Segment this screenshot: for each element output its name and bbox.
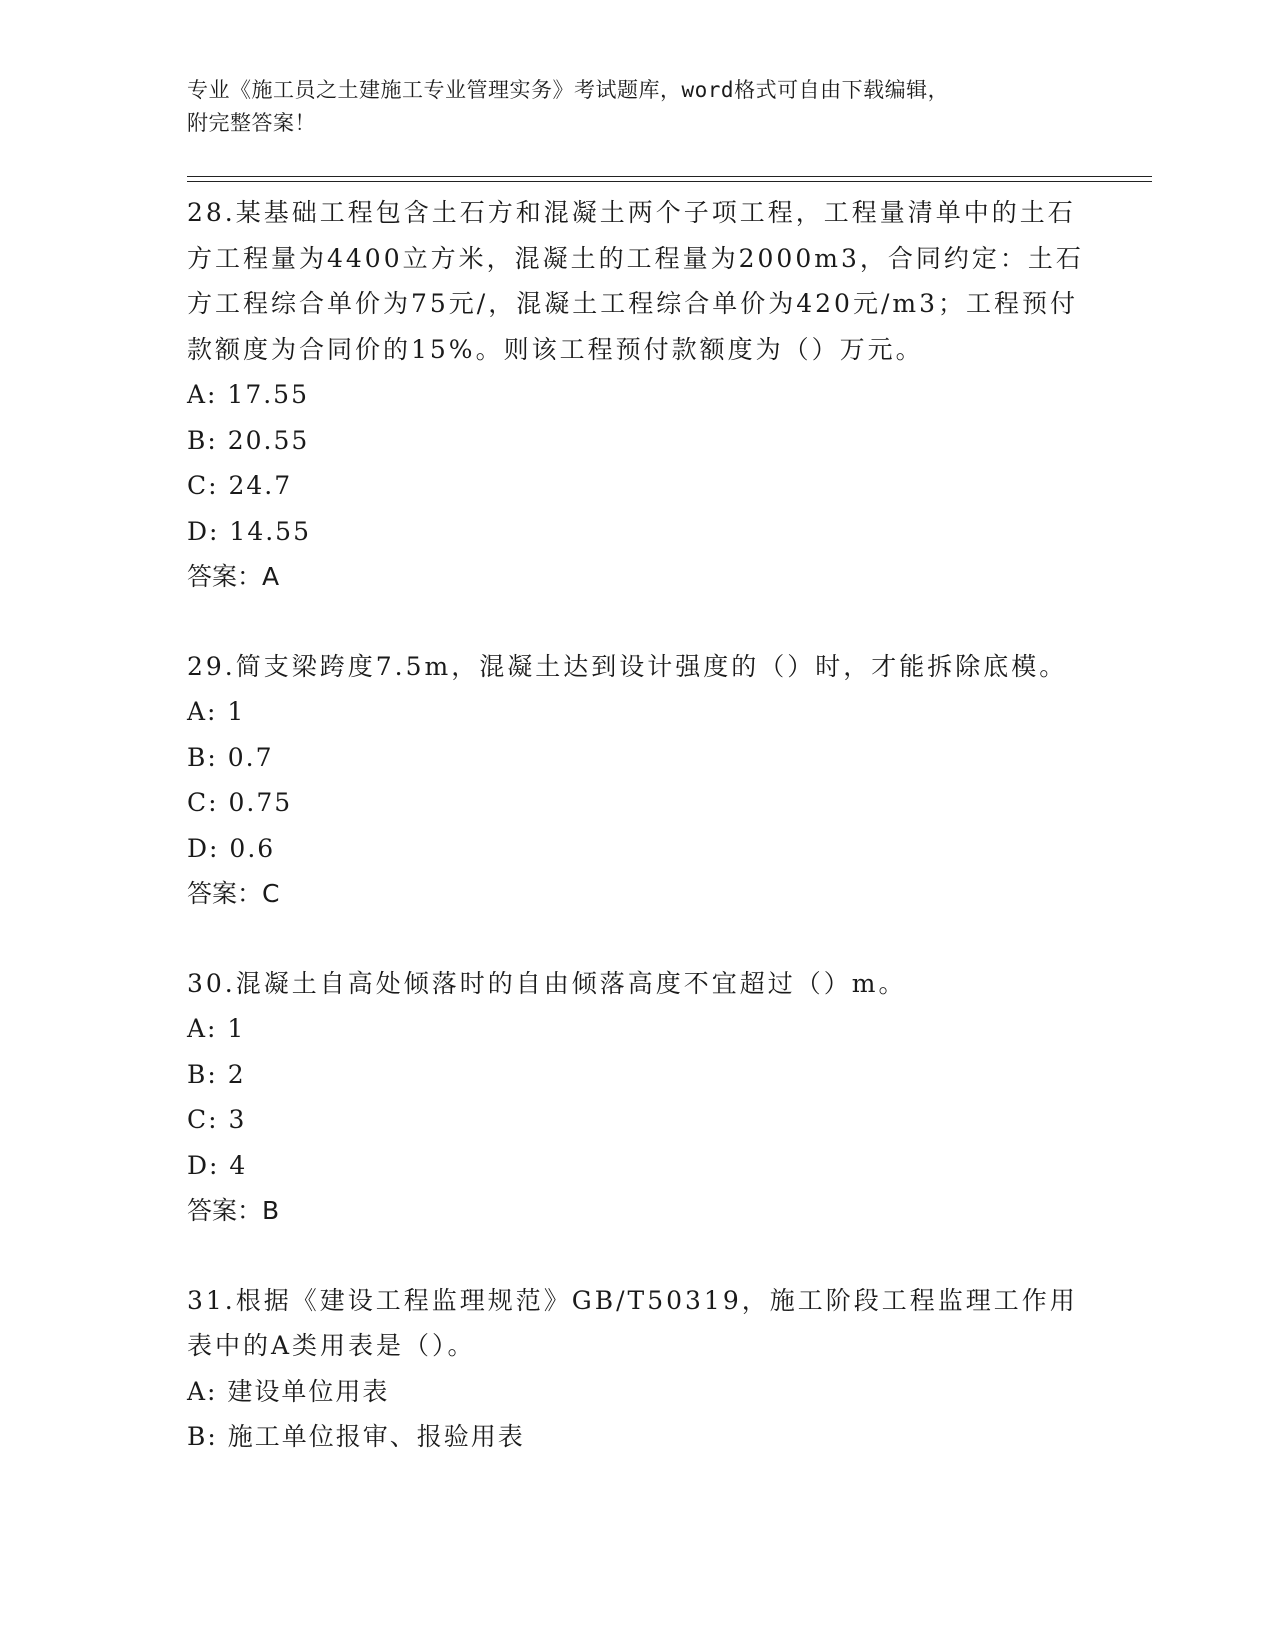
question-list [187,190,1087,1460]
question-stem: 30.混凝土自高处倾落时的自由倾落高度不宜超过（）m。 [187,968,907,998]
header-divider-bottom [187,181,1152,182]
spacer [187,600,1087,644]
question-stem: 28.某基础工程包含土石方和混凝土两个子项工程，工程量清单中的土石方工程量为4400立方米，混凝土的工程量为2000m3，合同约定：土石方工程综合单价为75元/，混凝土工程综合单价为420元/m3；工程预付款额度为合同价的15%。则该工程预付款额度为（）万元。 [187,198,1084,364]
option-c: C: 0.75 [187,788,293,817]
option-a: A: 1 [187,697,246,726]
option-a: A: 17.55 [187,380,309,409]
header-note: 专业《施工员之土建施工专业管理实务》考试题库，word格式可自由下载编辑， 附完整答案！ [187,78,950,135]
question-stem: 31.根据《建设工程监理规范》GB/T50319，施工阶段工程监理工作用表中的A类用表是（）。 [187,1285,1078,1360]
option-b: B: 0.7 [187,742,274,772]
option-a: A: 1 [187,1014,246,1043]
option-b: B: 20.55 [187,425,310,455]
spacer [187,1234,1087,1278]
option-a: A: 建设单位用表 [187,1376,390,1406]
question-stem: 29.简支梁跨度7.5m，混凝土达到设计强度的（）时，才能拆除底模。 [187,651,1068,681]
header-divider-top [187,176,1152,177]
option-b: B: 施工单位报审、报验用表 [187,1422,525,1451]
option-d: D: 0.6 [187,833,276,863]
answer: 答案：A [187,562,280,591]
question-28 [187,190,1087,600]
question-29 [187,644,1087,917]
question-31 [187,1278,1087,1460]
option-d: D: 14.55 [187,516,311,546]
option-c: C: 3 [187,1105,247,1134]
option-d: D: 4 [187,1150,248,1180]
question-30 [187,961,1087,1234]
option-b: B: 2 [187,1059,246,1089]
answer: 答案：B [187,1196,280,1225]
spacer [187,917,1087,961]
answer: 答案：C [187,879,280,908]
option-c: C: 24.7 [187,471,293,500]
